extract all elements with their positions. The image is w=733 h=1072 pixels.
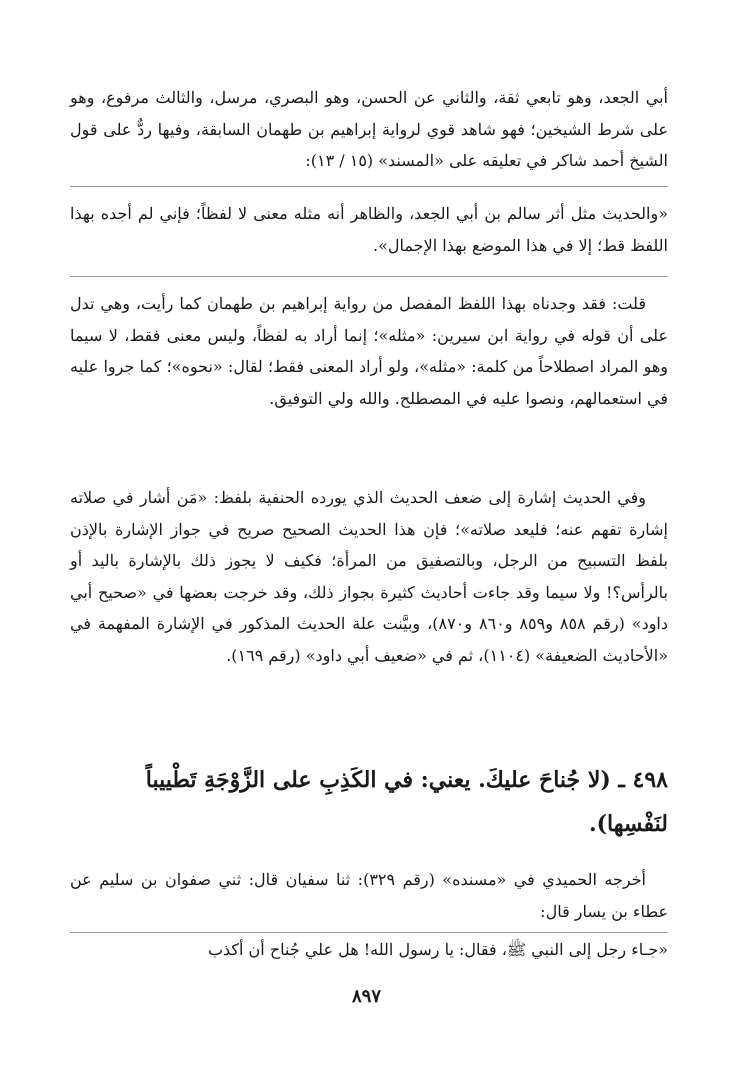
- body-text-middle: [70, 288, 668, 414]
- paragraph-ishara: وفي الحديث إشارة إلى ضعف الحديث الذي يورده الحنفية بلفظ: «مَن أشار في صلاته إشارة تفهم عنه؛ فليعد صلاته»؛ فإن هذا الحديث الصحيح صريح في جواز الإشارة بالإذن بلفظ التسبيح من الرجل، وبالتصفيق من المرأة؛ فكيف لا يجوز ذلك بالإشارة باليد أو بالرأس؟! ولا سيما وقد جاءت أحاديث كثيرة بجواز ذلك، وقد خرجت بعضها في «صحيح أبي داود» (رقم ٨٥٨ و٨٥٩ و٨٦٠ و٨٧٠)، وبيَّنت علة الحديث المذكور في الإشارة المفهمة في «الأحاديث الضعيفة» (١١٠٤)، ثم في «ضعيف أبي داود» (رقم ١٦٩).: [70, 488, 669, 665]
- quote-block-1: [70, 198, 668, 261]
- paragraph-humaidi: أخرجه الحميدي في «مسنده» (رقم ٣٢٩): ثنا سفيان قال: ثني صفوان بن سليم عن عطاء بن يسار قال:: [70, 870, 668, 921]
- body-text-takhrij: [70, 864, 668, 927]
- paragraph-qultu: قلت: فقد وجدناه بهذا اللفظ المفصل من رواية إبراهيم بن طهمان كما رأيت، وهي تدل على أن قوله في رواية ابن سيرين: «مثله»؛ إنما أراد به لفظاً، وليس معنى فقط، لا سيما وهو المراد اصطلاحاً من كلمة: «مثله»، ولو أراد المعنى فقط؛ لقال: «نحوه»؛ كما جروا عليه في استعمالهم، ونصوا عليه في المصطلح. والله ولي التوفيق.: [70, 294, 668, 408]
- quote-rule-bottom: [70, 276, 668, 277]
- quote-hadith-start: «جـاء رجل إلى النبي ﷺ، فقال: يا رسول الله! هل علي جُناح أن أكذب: [207, 940, 668, 959]
- body-text-lower: [70, 482, 668, 671]
- quote-shakir: «والحديث مثل أثر سالم بن أبي الجعد، والظاهر أنه مثله معنى لا لفظاً؛ فإني لم أجده بهذا اللفظ قط؛ إلا في هذا الموضع بهذا الإجمال».: [70, 204, 668, 255]
- quote-block-2: [70, 934, 668, 966]
- paragraph-intro: أبي الجعد، وهو تابعي ثقة، والثاني عن الحسن، وهو البصري، مرسل، والثالث مرفوع، وهو على شرط الشيخين؛ فهو شاهد قوي لرواية إبراهيم بن طهمان السابقة، وفيها ردٌّ على قول الشيخ أحمد شاكر في تعليقه على «المسند» (١٥ / ١٣):: [70, 88, 668, 170]
- body-text-top: [70, 82, 668, 177]
- page-number: ٨٩٧: [351, 986, 381, 1007]
- quote-rule-top: [70, 186, 668, 187]
- hadith-heading: ٤٩٨ ـ (لا جُناحَ عليكَ. يعني: في الكَذِبِ على الزَّوْجَةِ تَطْييباً لنَفْسِها).: [145, 767, 668, 837]
- quote-rule-final: [70, 932, 668, 933]
